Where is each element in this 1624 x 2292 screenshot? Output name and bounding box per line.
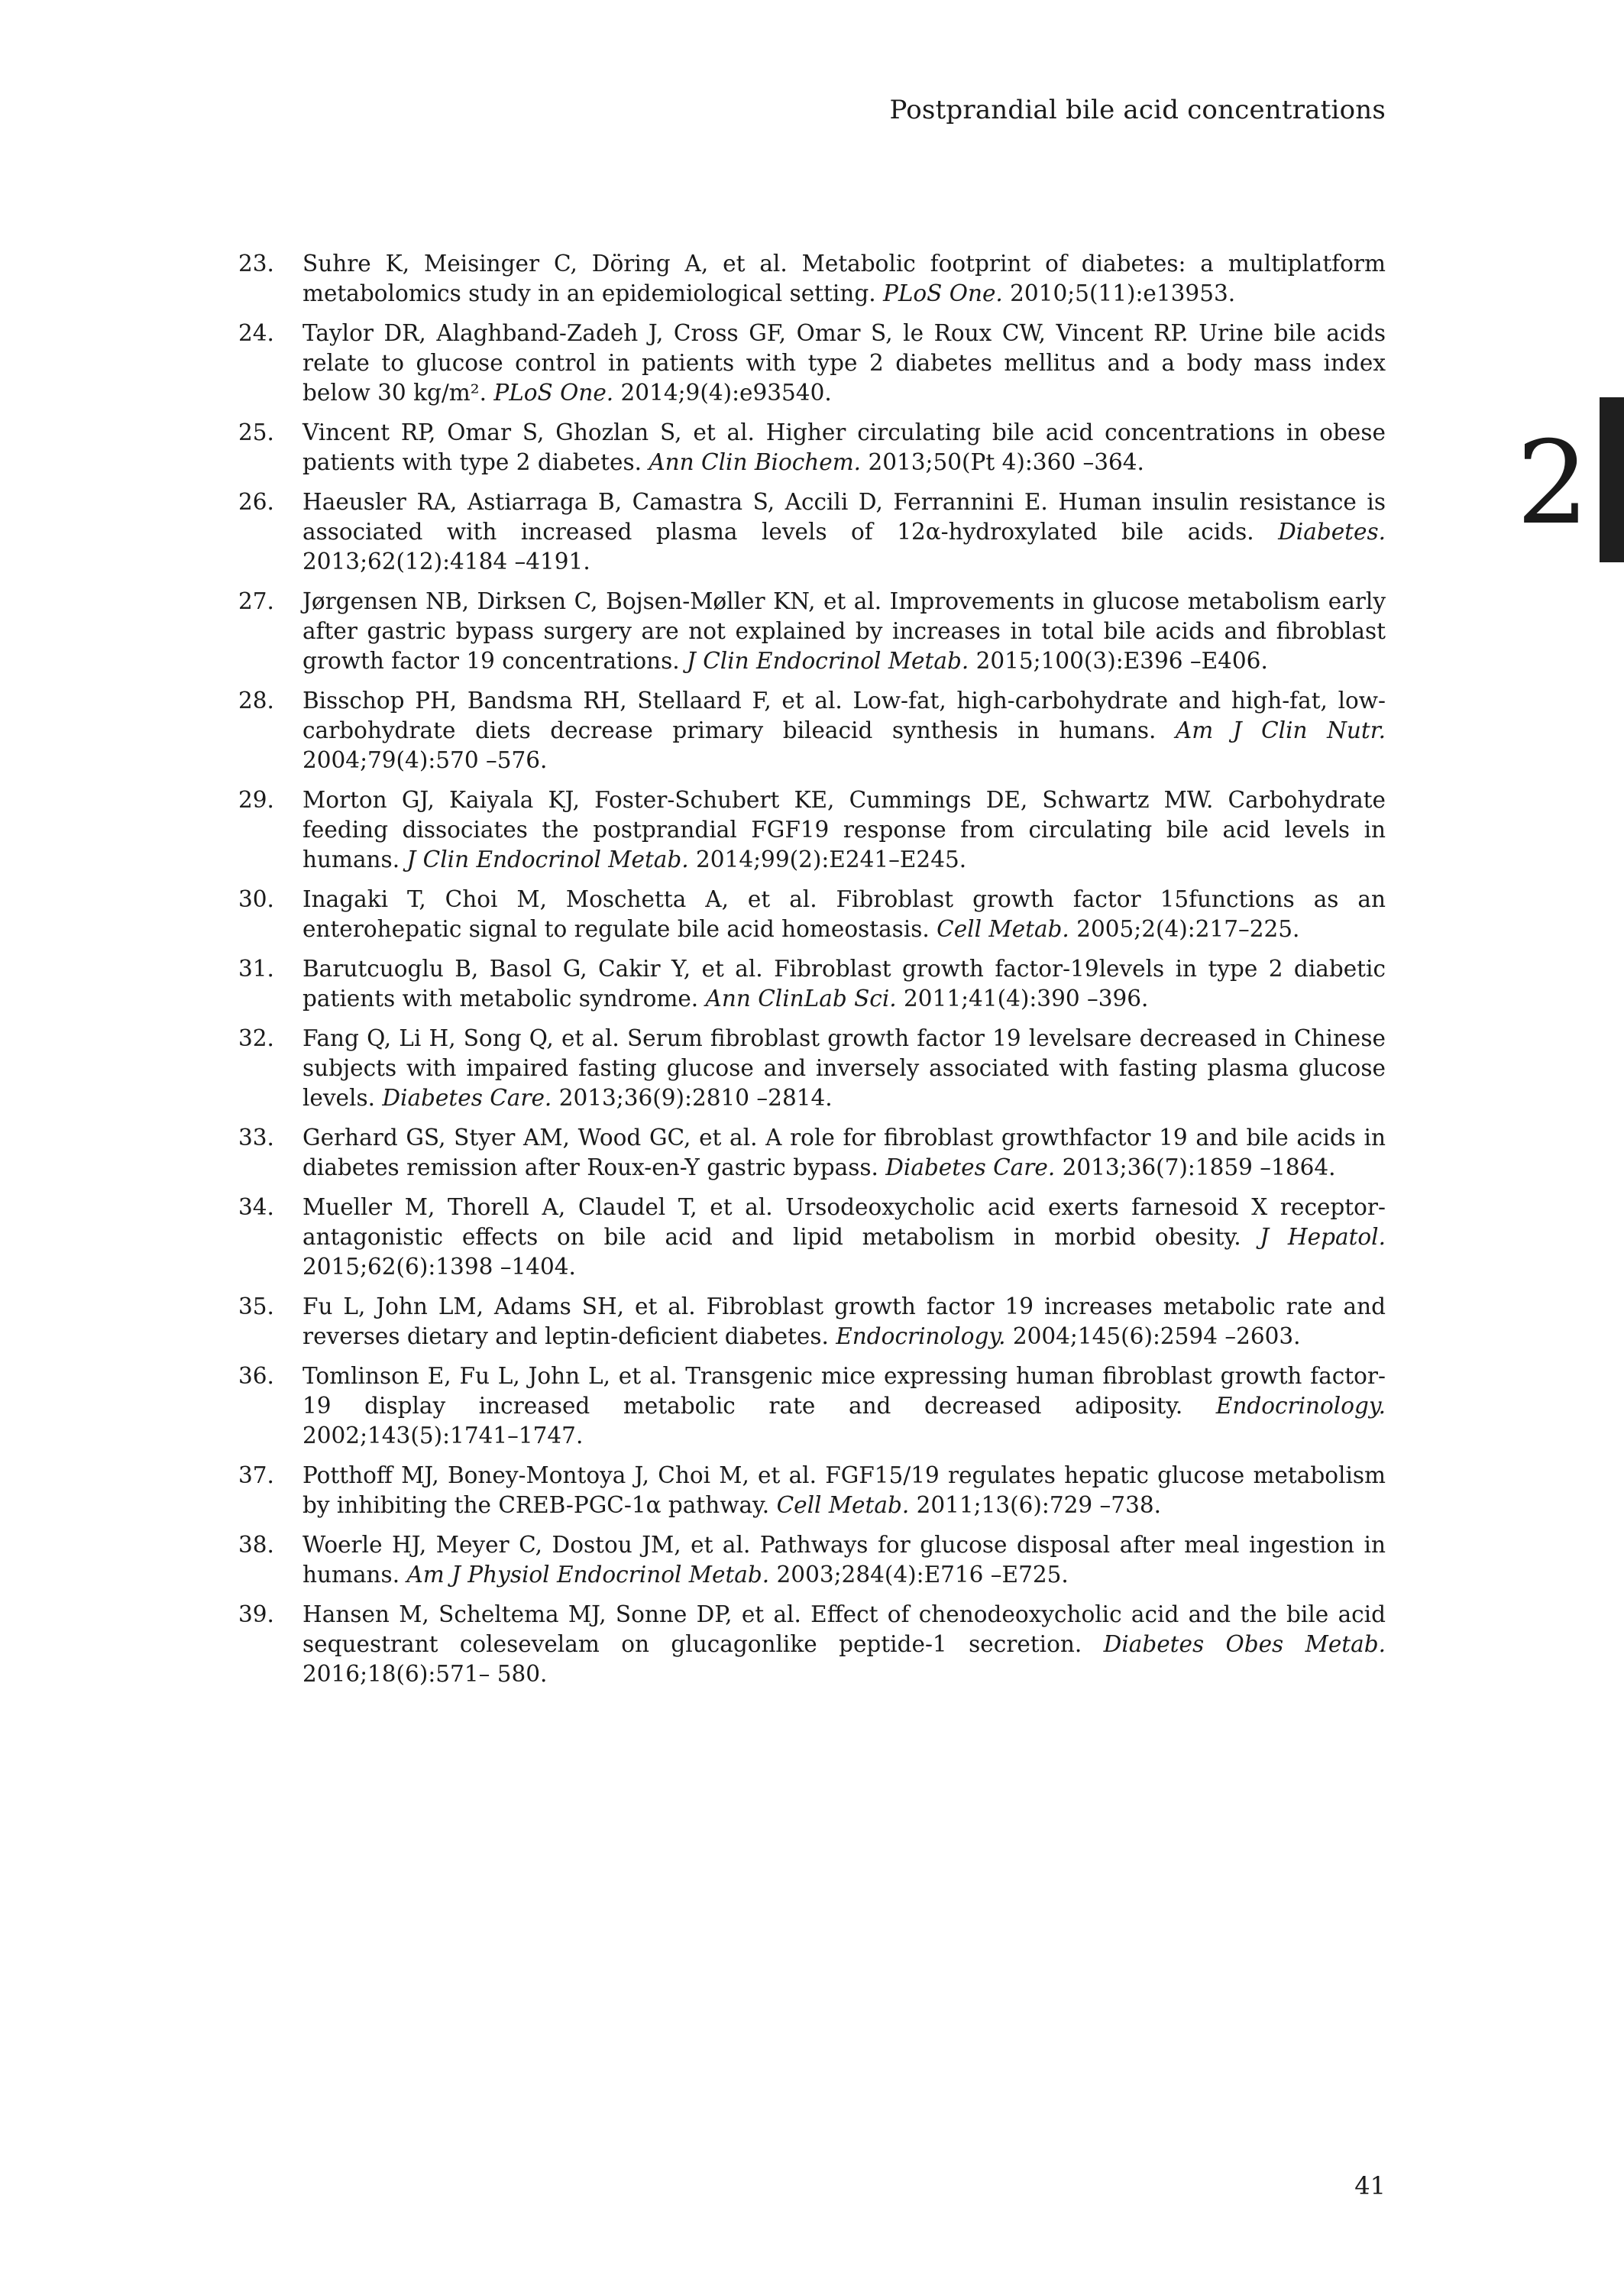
journal-name: Ann Clin Biochem. xyxy=(649,449,862,475)
reference-text: Fu L, John LM, Adams SH, et al. Fibroblast growth factor 19 increases metabolic rate and reverses dietary and leptin-deficient diabetes. Endocrinology. 2004;145(6):2594 –2603. xyxy=(302,1293,1386,1349)
reference-number: 27. xyxy=(238,588,274,614)
chapter-number-tab: 2 xyxy=(1516,417,1590,550)
journal-name: Diabetes Care. xyxy=(885,1154,1056,1180)
reference-item xyxy=(238,418,1386,478)
reference-text: Morton GJ, Kaiyala KJ, Foster-Schubert KE, Cummings DE, Schwartz MW. Carbohydrate feeding dissociates the postprandial FGF19 response from circulating bile acid levels in humans. J Clin Endocrinol Metab. 2014;99(2):E241–E245. xyxy=(302,787,1386,872)
reference-item xyxy=(238,249,1386,309)
reference-text: Woerle HJ, Meyer C, Dostou JM, et al. Pathways for glucose disposal after meal ingestion in humans. Am J Physiol Endocrinol Metab. 2003;284(4):E716 –E725. xyxy=(302,1532,1386,1588)
journal-name: Diabetes. xyxy=(1278,519,1386,545)
reference-number: 25. xyxy=(238,419,274,445)
page-number: 41 xyxy=(1354,2171,1386,2200)
reference-item xyxy=(238,587,1386,676)
reference-number: 23. xyxy=(238,251,274,277)
reference-text: Vincent RP, Omar S, Ghozlan S, et al. Higher circulating bile acid concentrations in obese patients with type 2 diabetes. Ann Clin Biochem. 2013;50(Pt 4):360 –364. xyxy=(302,419,1386,475)
journal-name: J Clin Endocrinol Metab. xyxy=(687,648,969,674)
journal-name: PLoS One. xyxy=(493,380,614,406)
journal-name: PLoS One. xyxy=(882,280,1003,306)
reference-number: 38. xyxy=(238,1532,274,1558)
reference-text: Gerhard GS, Styer AM, Wood GC, et al. A role for fibroblast growthfactor 19 and bile acids in diabetes remission after Roux-en-Y gastric bypass. Diabetes Care. 2013;36(7):1859 –1864. xyxy=(302,1125,1386,1180)
reference-number: 33. xyxy=(238,1125,274,1151)
reference-text: Haeusler RA, Astiarraga B, Camastra S, Accili D, Ferrannini E. Human insulin resistance is associated with increased plasma levels of 12α-hydroxylated bile acids. Diabetes. 2013;62(12):4184 –4191. xyxy=(302,489,1386,575)
reference-text: Hansen M, Scheltema MJ, Sonne DP, et al. Effect of chenodeoxycholic acid and the bile acid sequestrant colesevelam on glucagonlike peptide-1 secretion. Diabetes Obes Metab. 2016;18(6):571– 580. xyxy=(302,1601,1386,1687)
reference-text: Jørgensen NB, Dirksen C, Bojsen-Møller KN, et al. Improvements in glucose metabolism early after gastric bypass surgery are not explained by increases in total bile acids and fibroblast growth factor 19 concentrations. J Clin Endocrinol Metab. 2015;100(3):E396 –E406. xyxy=(302,588,1386,674)
chapter-thumb-bar xyxy=(1600,397,1624,562)
reference-number: 39. xyxy=(238,1601,274,1627)
reference-item xyxy=(238,885,1386,944)
reference-item xyxy=(238,1123,1386,1183)
journal-name: Ann ClinLab Sci. xyxy=(705,986,897,1012)
reference-item xyxy=(238,1530,1386,1590)
journal-name: Cell Metab. xyxy=(937,916,1069,942)
reference-number: 36. xyxy=(238,1363,274,1389)
reference-number: 29. xyxy=(238,787,274,813)
reference-number: 37. xyxy=(238,1462,274,1488)
reference-number: 32. xyxy=(238,1025,274,1051)
reference-text: Bisschop PH, Bandsma RH, Stellaard F, et al. Low-fat, high-carbohydrate and high-fat, low-carbohydrate diets decrease primary bileacid synthesis in humans. Am J Clin Nutr. 2004;79(4):570 –576. xyxy=(302,688,1386,773)
reference-item xyxy=(238,1193,1386,1282)
reference-text: Mueller M, Thorell A, Claudel T, et al. Ursodeoxycholic acid exerts farnesoid X receptor-antagonistic effects on bile acid and lipid metabolism in morbid obesity. J Hepatol. 2015;62(6):1398 –1404. xyxy=(302,1194,1386,1280)
reference-text: Potthoff MJ, Boney-Montoya J, Choi M, et al. FGF15/19 regulates hepatic glucose metabolism by inhibiting the CREB-PGC-1α pathway. Cell Metab. 2011;13(6):729 –738. xyxy=(302,1462,1386,1518)
reference-number: 31. xyxy=(238,956,274,982)
reference-text: Suhre K, Meisinger C, Döring A, et al. Metabolic footprint of diabetes: a multiplatform metabolomics study in an epidemiological setting. PLoS One. 2010;5(11):e13953. xyxy=(302,251,1386,306)
journal-name: J Clin Endocrinol Metab. xyxy=(406,847,689,872)
reference-item xyxy=(238,1292,1386,1352)
journal-name: Diabetes Care. xyxy=(382,1085,552,1111)
reference-item xyxy=(238,319,1386,408)
reference-number: 34. xyxy=(238,1194,274,1220)
reference-number: 28. xyxy=(238,688,274,714)
reference-text: Fang Q, Li H, Song Q, et al. Serum fibroblast growth factor 19 levelsare decreased in Chinese subjects with impaired fasting glucose and inversely associated with fasting plasma glucose levels. Diabetes Care. 2013;36(9):2810 –2814. xyxy=(302,1025,1386,1111)
journal-name: J Hepatol. xyxy=(1260,1224,1386,1250)
journal-name: Endocrinology. xyxy=(836,1323,1006,1349)
reference-text: Tomlinson E, Fu L, John L, et al. Transgenic mice expressing human fibroblast growth factor-19 display increased metabolic rate and decreased adiposity. Endocrinology. 2002;143(5):1741–1747. xyxy=(302,1363,1386,1449)
reference-item xyxy=(238,785,1386,875)
reference-number: 24. xyxy=(238,320,274,346)
reference-item xyxy=(238,954,1386,1014)
journal-name: Diabetes Obes Metab. xyxy=(1103,1631,1386,1657)
reference-text: Taylor DR, Alaghband-Zadeh J, Cross GF, Omar S, le Roux CW, Vincent RP. Urine bile acids relate to glucose control in patients with type 2 diabetes mellitus and a body mass index below 30 kg/m². PLoS One. 2014;9(4):e93540. xyxy=(302,320,1386,406)
reference-item xyxy=(238,1600,1386,1689)
reference-text: Inagaki T, Choi M, Moschetta A, et al. Fibroblast growth factor 15functions as an enterohepatic signal to regulate bile acid homeostasis. Cell Metab. 2005;2(4):217–225. xyxy=(302,886,1386,942)
reference-item xyxy=(238,1461,1386,1520)
reference-item xyxy=(238,1361,1386,1451)
reference-item xyxy=(238,686,1386,775)
reference-number: 30. xyxy=(238,886,274,912)
reference-text: Barutcuoglu B, Basol G, Cakir Y, et al. Fibroblast growth factor-19levels in type 2 diabetic patients with metabolic syndrome. Ann ClinLab Sci. 2011;41(4):390 –396. xyxy=(302,956,1386,1012)
journal-name: Endocrinology. xyxy=(1215,1393,1386,1419)
journal-name: Cell Metab. xyxy=(776,1492,910,1518)
reference-list xyxy=(238,249,1386,1699)
journal-name: Am J Clin Nutr. xyxy=(1175,717,1386,743)
reference-item xyxy=(238,1024,1386,1113)
reference-number: 26. xyxy=(238,489,274,515)
journal-name: Am J Physiol Endocrinol Metab. xyxy=(406,1562,770,1588)
reference-item xyxy=(238,487,1386,577)
reference-number: 35. xyxy=(238,1293,274,1319)
running-head-title: Postprandial bile acid concentrations xyxy=(889,95,1386,125)
